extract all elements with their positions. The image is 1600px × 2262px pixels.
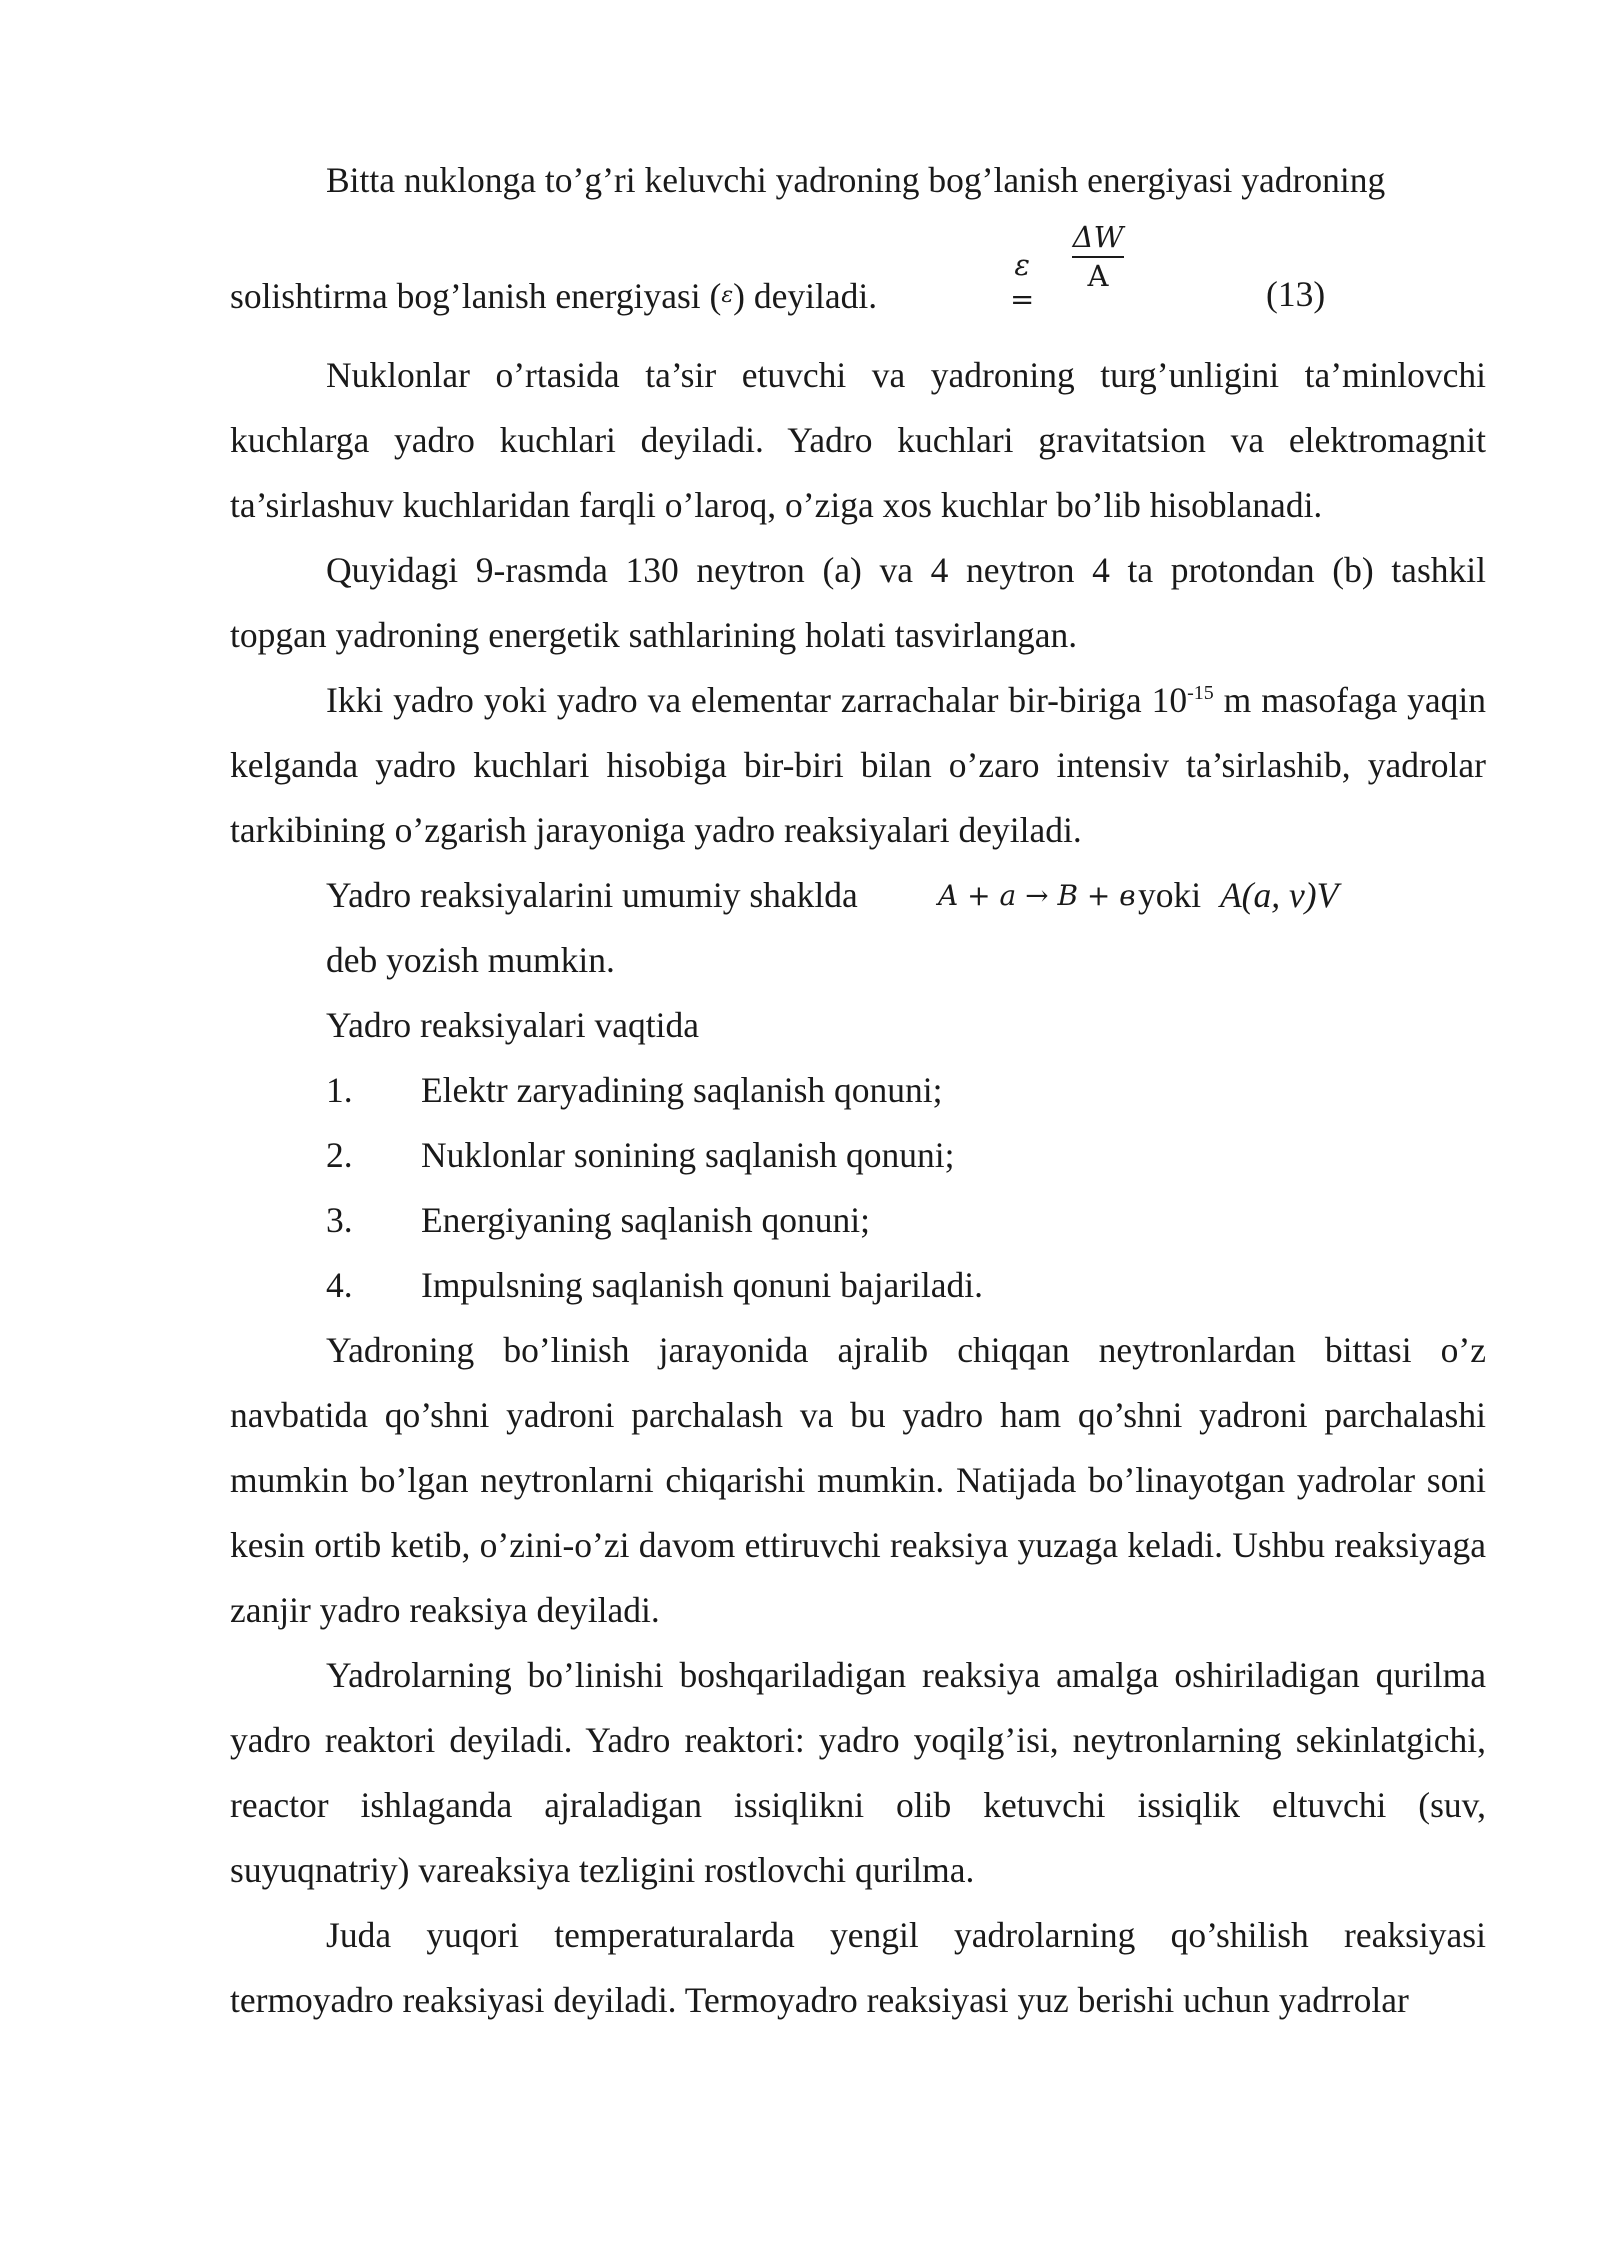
- paragraph-chain-reaction: Yadroning bo’linish jarayonida ajralib chiqqan neytronlardan bittasi o’z navbatida qo’shni yadroni parchalash va bu yadro ham qo’shni yadroni parchalashi mumkin bo’lgan neytronlarni chiqarishi mumkin. Natijada bo’linayotgan yadrolar soni kesin ortib ketib, o’zini-o’zi davom ettiruvchi reaksiya yuzaga keladi. Ushbu reaksiyaga zanjir yadro reaksiya deyiladi.: [230, 1330, 1486, 1630]
- list-number: 3.: [326, 1200, 353, 1240]
- paragraph-nuclear-reactions: [230, 668, 1486, 863]
- reaction-text: Yadro reaksiyalarini umumiy shaklda: [326, 875, 858, 915]
- conservation-laws-list: [230, 1058, 1486, 1318]
- paragraph-nuclear-forces: Nuklonlar o’rtasida ta’sir etuvchi va yadroning turg’unligini ta’minlovchi kuchlarga yadro kuchlari deyiladi. Yadro kuchlari gravitatsion va elektromagnit ta’sirlashuv kuchlaridan farqli o’laroq, o’ziga xos kuchlar bo’lib hisoblanadi.: [230, 355, 1486, 525]
- formula-fraction: [1072, 218, 1124, 294]
- line-text: [230, 263, 877, 329]
- list-item: [230, 1188, 1486, 1253]
- conservation-intro: Yadro reaksiyalari vaqtida: [326, 1005, 699, 1045]
- text-line: [230, 928, 1486, 993]
- list-number: 2.: [326, 1135, 353, 1175]
- exponent: -15: [1187, 682, 1214, 705]
- paragraph-specific-binding-energy: [230, 148, 1486, 343]
- list-text: Energiyaning saqlanish qonuni;: [421, 1200, 870, 1240]
- paragraph-nuclear-reactor: Yadrolarning bo’linishi boshqariladigan reaksiya amalga oshiriladigan qurilma yadro reaktori deyiladi. Yadro reaktori: yadro yoqilg’isi, neytronlarning sekinlatgichi, reactor ishlaganda ajraladigan issiqlikni olib ketuvchi issiqlik eltuvchi (suv, suyuqnatriy) vareaksiya tezligini rostlovchi qurilma.: [230, 1655, 1486, 1890]
- text-line: [230, 148, 1486, 213]
- equation-number: (13): [1266, 274, 1326, 314]
- list-text: Impulsning saqlanish qonuni bajariladi.: [421, 1265, 984, 1305]
- epsilon-symbol: ε: [721, 283, 734, 308]
- p4-text-a: Ikki yadro yoki yadro va elementar zarrachalar bir-biriga 10: [326, 680, 1188, 720]
- p4-text-b: m masofaga yaqin kelganda yadro kuchlari hisobiga bir-biri bilan o’zaro intensiv ta’sirlashib, yadrolar tarkibining o’zgarish jarayoniga yadro reaksiyalari deyiladi.: [230, 680, 1486, 850]
- line-text: Bitta nuklonga to’g’ri keluvchi yadroning bog’lanish energiyasi yadroning: [326, 160, 1386, 200]
- formula-numerator: ΔW: [1072, 218, 1124, 258]
- text-line: [230, 993, 1486, 1058]
- reaction-notation: A(a, v)V: [1220, 875, 1339, 915]
- document-page: [230, 148, 1486, 2033]
- list-number: 4.: [326, 1265, 353, 1305]
- line-text-b: ) deyiladi.: [733, 276, 878, 316]
- list-item: [230, 1123, 1486, 1188]
- paragraph-thermonuclear: Juda yuqori temperaturalarda yengil yadrolarning qo’shilish reaksiyasi termoyadro reaksiyasi deyiladi. Termoyadro reaksiyasi yuz berishi uchun yadrrolar: [230, 1915, 1486, 2020]
- paragraph-figure-9: Quyidagi 9-rasmda 130 neytron (a) va 4 neytron 4 ta protondan (b) tashkil topgan yadroning energetik sathlarining holati tasvirlangan.: [230, 550, 1486, 655]
- formula-lhs: ε =: [1010, 248, 1035, 316]
- reaction-or: yoki: [1138, 875, 1202, 915]
- list-item: [230, 1253, 1486, 1318]
- line-text-a: solishtirma bog’lanish energiyasi (: [230, 276, 722, 316]
- formula-denominator: A: [1087, 259, 1109, 293]
- reaction-text-b: deb yozish mumkin.: [326, 940, 615, 980]
- list-text: Nuklonlar sonining saqlanish qonuni;: [421, 1135, 955, 1175]
- list-text: Elektr zaryadining saqlanish qonuni;: [421, 1070, 943, 1110]
- list-item: [230, 1058, 1486, 1123]
- reaction-general-form-line: [230, 863, 1486, 928]
- list-number: 1.: [326, 1070, 353, 1110]
- reaction-equation: A + a → B + в: [938, 879, 1136, 912]
